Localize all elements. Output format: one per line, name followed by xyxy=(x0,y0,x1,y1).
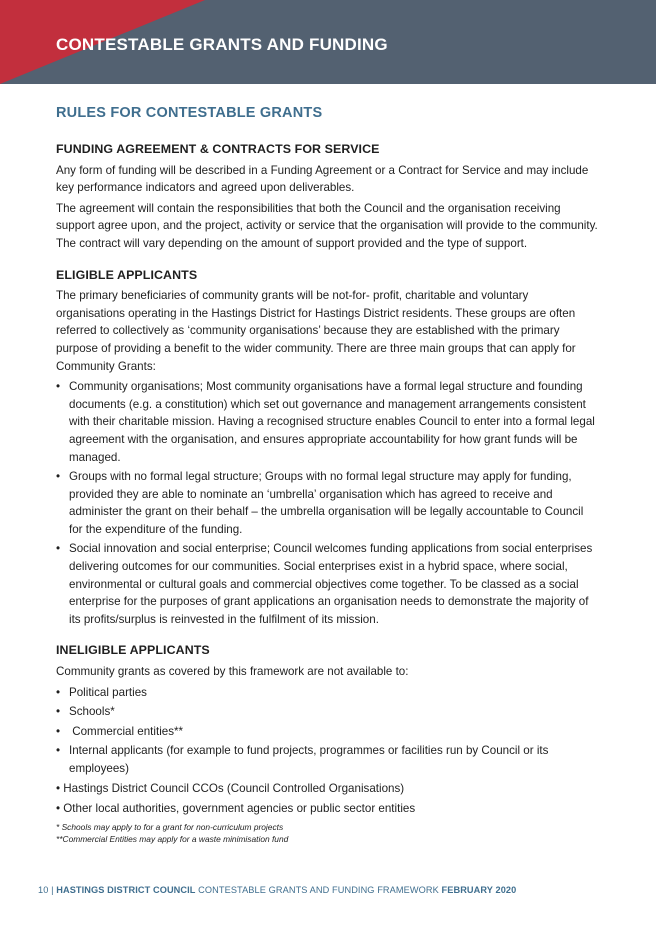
eligible-applicants-heading: ELIGIBLE APPLICANTS xyxy=(56,267,198,282)
footer-separator: | xyxy=(48,885,57,895)
funding-agreement-heading: FUNDING AGREEMENT & CONTRACTS FOR SERVICE xyxy=(56,142,380,156)
banner-title: CONTESTABLE GRANTS AND FUNDING xyxy=(56,35,388,54)
ineligible-item-cco: • Hastings District Council CCOs (Council Controlled Organisations) xyxy=(56,781,405,795)
list-item xyxy=(56,703,600,721)
footnotes xyxy=(56,821,600,845)
list-item xyxy=(56,378,600,466)
bullet-icon: • xyxy=(56,380,61,394)
bullet-icon: • xyxy=(56,685,61,699)
ineligible-applicants-list xyxy=(56,684,600,778)
list-item-text: Groups with no formal legal structure; Groups with no formal legal structure may apply for funding, provided they are able to nominate an ‘umbrella’ organisation which has agreed to receive and administer the grant on their behalf – the umbrella organisation will be legally accountable to Council for the expenditure of the funding. xyxy=(69,470,584,536)
bullet-icon: • xyxy=(56,705,61,719)
ineligible-applicants-intro: Community grants as covered by this framework are not available to: xyxy=(56,665,409,679)
list-item-text: Political parties xyxy=(69,685,147,699)
footer-date: FEBRUARY 2020 xyxy=(441,885,517,895)
list-item-text: Commercial entities** xyxy=(69,724,184,738)
section-title: RULES FOR CONTESTABLE GRANTS xyxy=(56,105,323,121)
footer-org: HASTINGS DISTRICT COUNCIL xyxy=(56,885,196,895)
footnote-schools: * Schools may apply to for a grant for non-curriculum projects xyxy=(56,821,284,832)
funding-agreement-section xyxy=(56,141,600,253)
ineligible-applicants-section xyxy=(56,642,600,844)
list-item xyxy=(56,468,600,538)
bullet-icon: • xyxy=(56,724,61,738)
ineligible-item-public-sector: • Other local authorities, government agencies or public sector entities xyxy=(56,802,416,816)
bullet-icon: • xyxy=(56,470,61,484)
bullet-icon: • xyxy=(56,542,61,556)
eligible-applicants-intro: The primary beneficiaries of community grants will be not-for- profit, charitable and voluntary organisations operating in the Hastings District for Hastings District residents. These groups are often referred to collectively as ‘community organisations’ because they are established with the primary purpose of providing a benefit to the wider community. There are three main groups that can apply for Community Grants: xyxy=(56,289,576,373)
list-item xyxy=(56,684,600,702)
funding-agreement-paragraph-1: Any form of funding will be described in a Funding Agreement or a Contract for Service and may include key performance indicators and agreed upon deliverables. xyxy=(56,163,589,195)
footer-document-title: CONTESTABLE GRANTS AND FUNDING FRAMEWORK xyxy=(195,885,442,895)
list-item-text: Internal applicants (for example to fund projects, programmes or facilities run by Council or its employees) xyxy=(69,744,549,775)
list-item-text: Schools* xyxy=(69,705,115,719)
list-item xyxy=(56,742,600,777)
list-item xyxy=(56,540,600,628)
page-content xyxy=(56,141,600,859)
eligible-applicants-section xyxy=(56,267,600,629)
bullet-icon: • xyxy=(56,744,61,758)
ineligible-applicants-heading: INELIGIBLE APPLICANTS xyxy=(56,643,210,658)
list-item-text: Social innovation and social enterprise; Council welcomes funding applications from social enterprises delivering outcomes for our communities. Social enterprises exist in a hybrid space, where social, environmental or cultural goals and commercial objectives come together. To be classed as a social enterprise for the purposes of grant applications an organisation needs to demonstrate the majority of its profits/surplus is reinvested in the fulfilment of its mission. xyxy=(69,542,593,626)
funding-agreement-paragraph-2: The agreement will contain the responsibilities that both the Council and the organisation receiving support agree upon, and the project, activity or service that the organisation will provide to the community. The contract will vary depending on the amount of support provided and the type of support. xyxy=(56,201,598,250)
footnote-commercial: **Commercial Entities may apply for a waste minimisation fund xyxy=(56,833,289,844)
list-item xyxy=(56,723,600,741)
header-banner xyxy=(0,0,656,84)
list-item-text: Community organisations; Most community organisations have a formal legal structure and founding documents (e.g. a constitution) which set out governance and management arrangements consistent with their charitable mission. Having a recognised structure enables Council to enter into a formal legal agreement with the organisation, and ensures appropriate accountability for how grant funds will be managed. xyxy=(69,380,595,464)
page-number: 10 xyxy=(38,885,49,895)
page-footer xyxy=(38,885,516,895)
eligible-applicants-list xyxy=(56,378,600,628)
